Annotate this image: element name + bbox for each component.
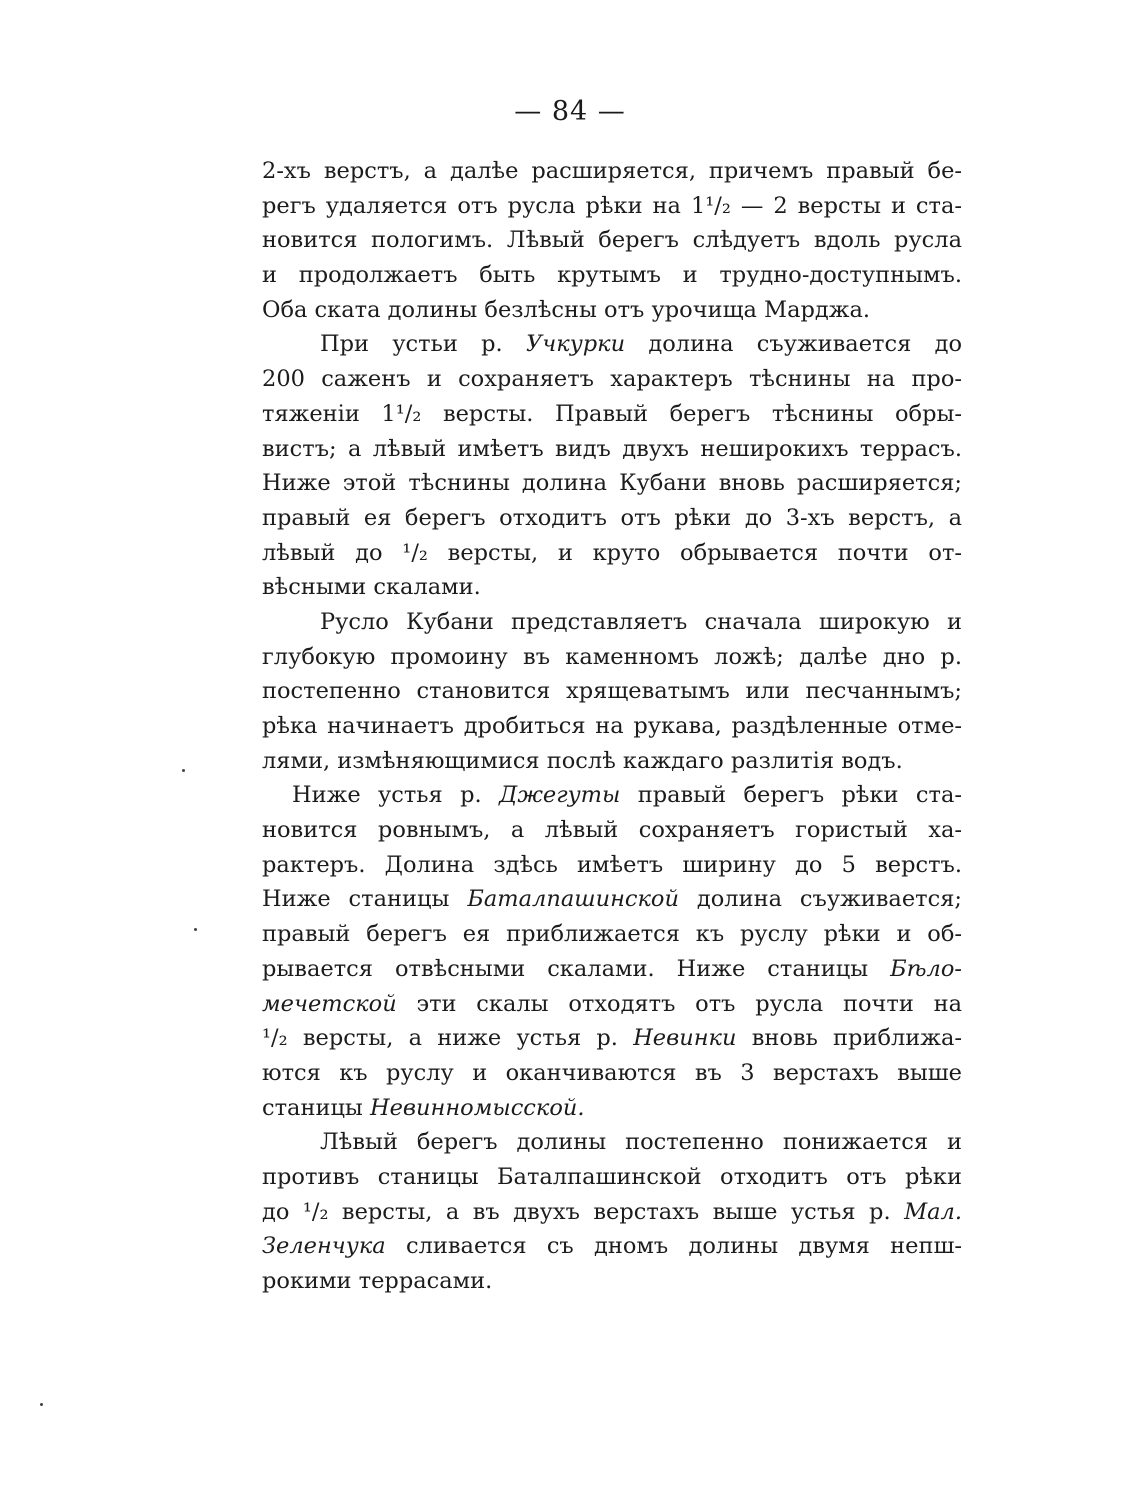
text-line: противъ станицы Баталпашинской отходитъ отъ рѣки [262, 1163, 962, 1190]
text-segment: эти скалы отходятъ отъ русла почти на [396, 990, 962, 1017]
text-line: лѣвый до ¹/₂ версты, и круто обрывается почти от- [262, 539, 962, 566]
text-line [262, 882, 962, 917]
scan-speck [182, 769, 185, 772]
text-line [262, 952, 962, 987]
text-line [262, 987, 962, 1022]
text-line: правый ея берегъ отходитъ отъ рѣки до 3-хъ верстъ, а [262, 504, 962, 531]
text-line: вѣсными скалами. [262, 574, 481, 601]
text-segment: Ниже устья р. [292, 782, 500, 809]
text-line: постепенно становится хрящеватымъ или песчаннымъ; [262, 678, 962, 705]
text-segment: вновь приближа- [736, 1025, 962, 1052]
text-line: Оба ската долины безлѣсны отъ урочища Марджа. [262, 296, 871, 323]
text-line: регъ удаляется отъ русла рѣки на 1¹/₂ — 2 версты и ста- [262, 192, 962, 219]
text-line: глубокую промоину въ каменномъ ложѣ; далѣе дно р. [262, 643, 962, 670]
page-text [262, 154, 962, 1299]
text-line: 2-хъ верстъ, а далѣе расширяется, причемъ правый бе- [262, 158, 962, 184]
text-line [262, 1091, 962, 1126]
text-line: 200 саженъ и сохраняетъ характеръ тѣснины на про- [262, 366, 962, 393]
text-line: ются къ руслу и оканчиваются въ 3 верстахъ выше [262, 1059, 962, 1086]
text-line [262, 1021, 962, 1056]
text-line [262, 1229, 962, 1264]
text-line: правый берегъ ея приближается къ руслу рѣки и об- [262, 921, 962, 948]
text-segment: до ¹/₂ версты, а въ двухъ верстахъ выше устья р. [262, 1198, 905, 1225]
text-line: Ниже этой тѣснины долина Кубани вновь расширяется; [262, 470, 962, 497]
text-segment: станицы [262, 1094, 370, 1121]
text-line [262, 778, 962, 813]
place-name: Бѣло- [890, 955, 962, 982]
text-line: вистъ; а лѣвый имѣетъ видъ двухъ неширокихъ террасъ. [262, 435, 962, 462]
scan-speck [194, 928, 197, 931]
text-segment: долина съуживается до [625, 331, 962, 358]
text-segment: ¹/₂ версты, а ниже устья р. [262, 1025, 634, 1052]
text-line: новится пологимъ. Лѣвый берегъ слѣдуетъ вдоль русла [262, 227, 962, 254]
text-line: и продолжаетъ быть крутымъ и трудно-доступнымъ. [262, 262, 962, 289]
text-line: Русло Кубани представляетъ сначала широкую и [320, 608, 962, 635]
river-name: Мал. [904, 1198, 962, 1225]
text-segment: рывается отвѣсными скалами. Ниже станицы [262, 955, 891, 982]
text-segment: сливается съ дномъ долины двумя непш- [385, 1233, 962, 1260]
scan-speck [40, 1403, 43, 1406]
river-name: Джегуты [499, 782, 621, 809]
text-segment: правый берегъ рѣки ста- [620, 782, 962, 809]
text-segment: Ниже станицы [262, 886, 468, 913]
text-line: лями, измѣняющимися послѣ каждаго разлитія водъ. [262, 747, 903, 774]
text-line [262, 327, 962, 362]
text-line: рѣка начинаетъ дробиться на рукава, раздѣленные отме- [262, 713, 962, 739]
text-line: тяженіи 1¹/₂ версты. Правый берегъ тѣснины обры- [262, 400, 962, 427]
text-line: рактеръ. Долина здѣсь имѣетъ ширину до 5 верстъ. [262, 851, 962, 878]
text-segment: долина съуживается; [678, 886, 962, 913]
river-name: Учкурки [526, 331, 626, 358]
text-line: новится ровнымъ, а лѣвый сохраняетъ гористый ха- [262, 817, 962, 844]
text-line: Лѣвый берегъ долины постепенно понижается и [320, 1129, 962, 1156]
place-name: Баталпашинской [467, 886, 679, 913]
place-name: мечетской [262, 990, 397, 1017]
text-line: рокими террасами. [262, 1268, 493, 1294]
text-segment: При устьи р. [320, 331, 527, 358]
text-line [262, 1195, 962, 1230]
place-name: Невинномысской. [370, 1094, 585, 1121]
river-name: Невинки [633, 1025, 737, 1052]
river-name: Зеленчука [262, 1233, 386, 1260]
page-number: — 84 — [514, 96, 626, 127]
